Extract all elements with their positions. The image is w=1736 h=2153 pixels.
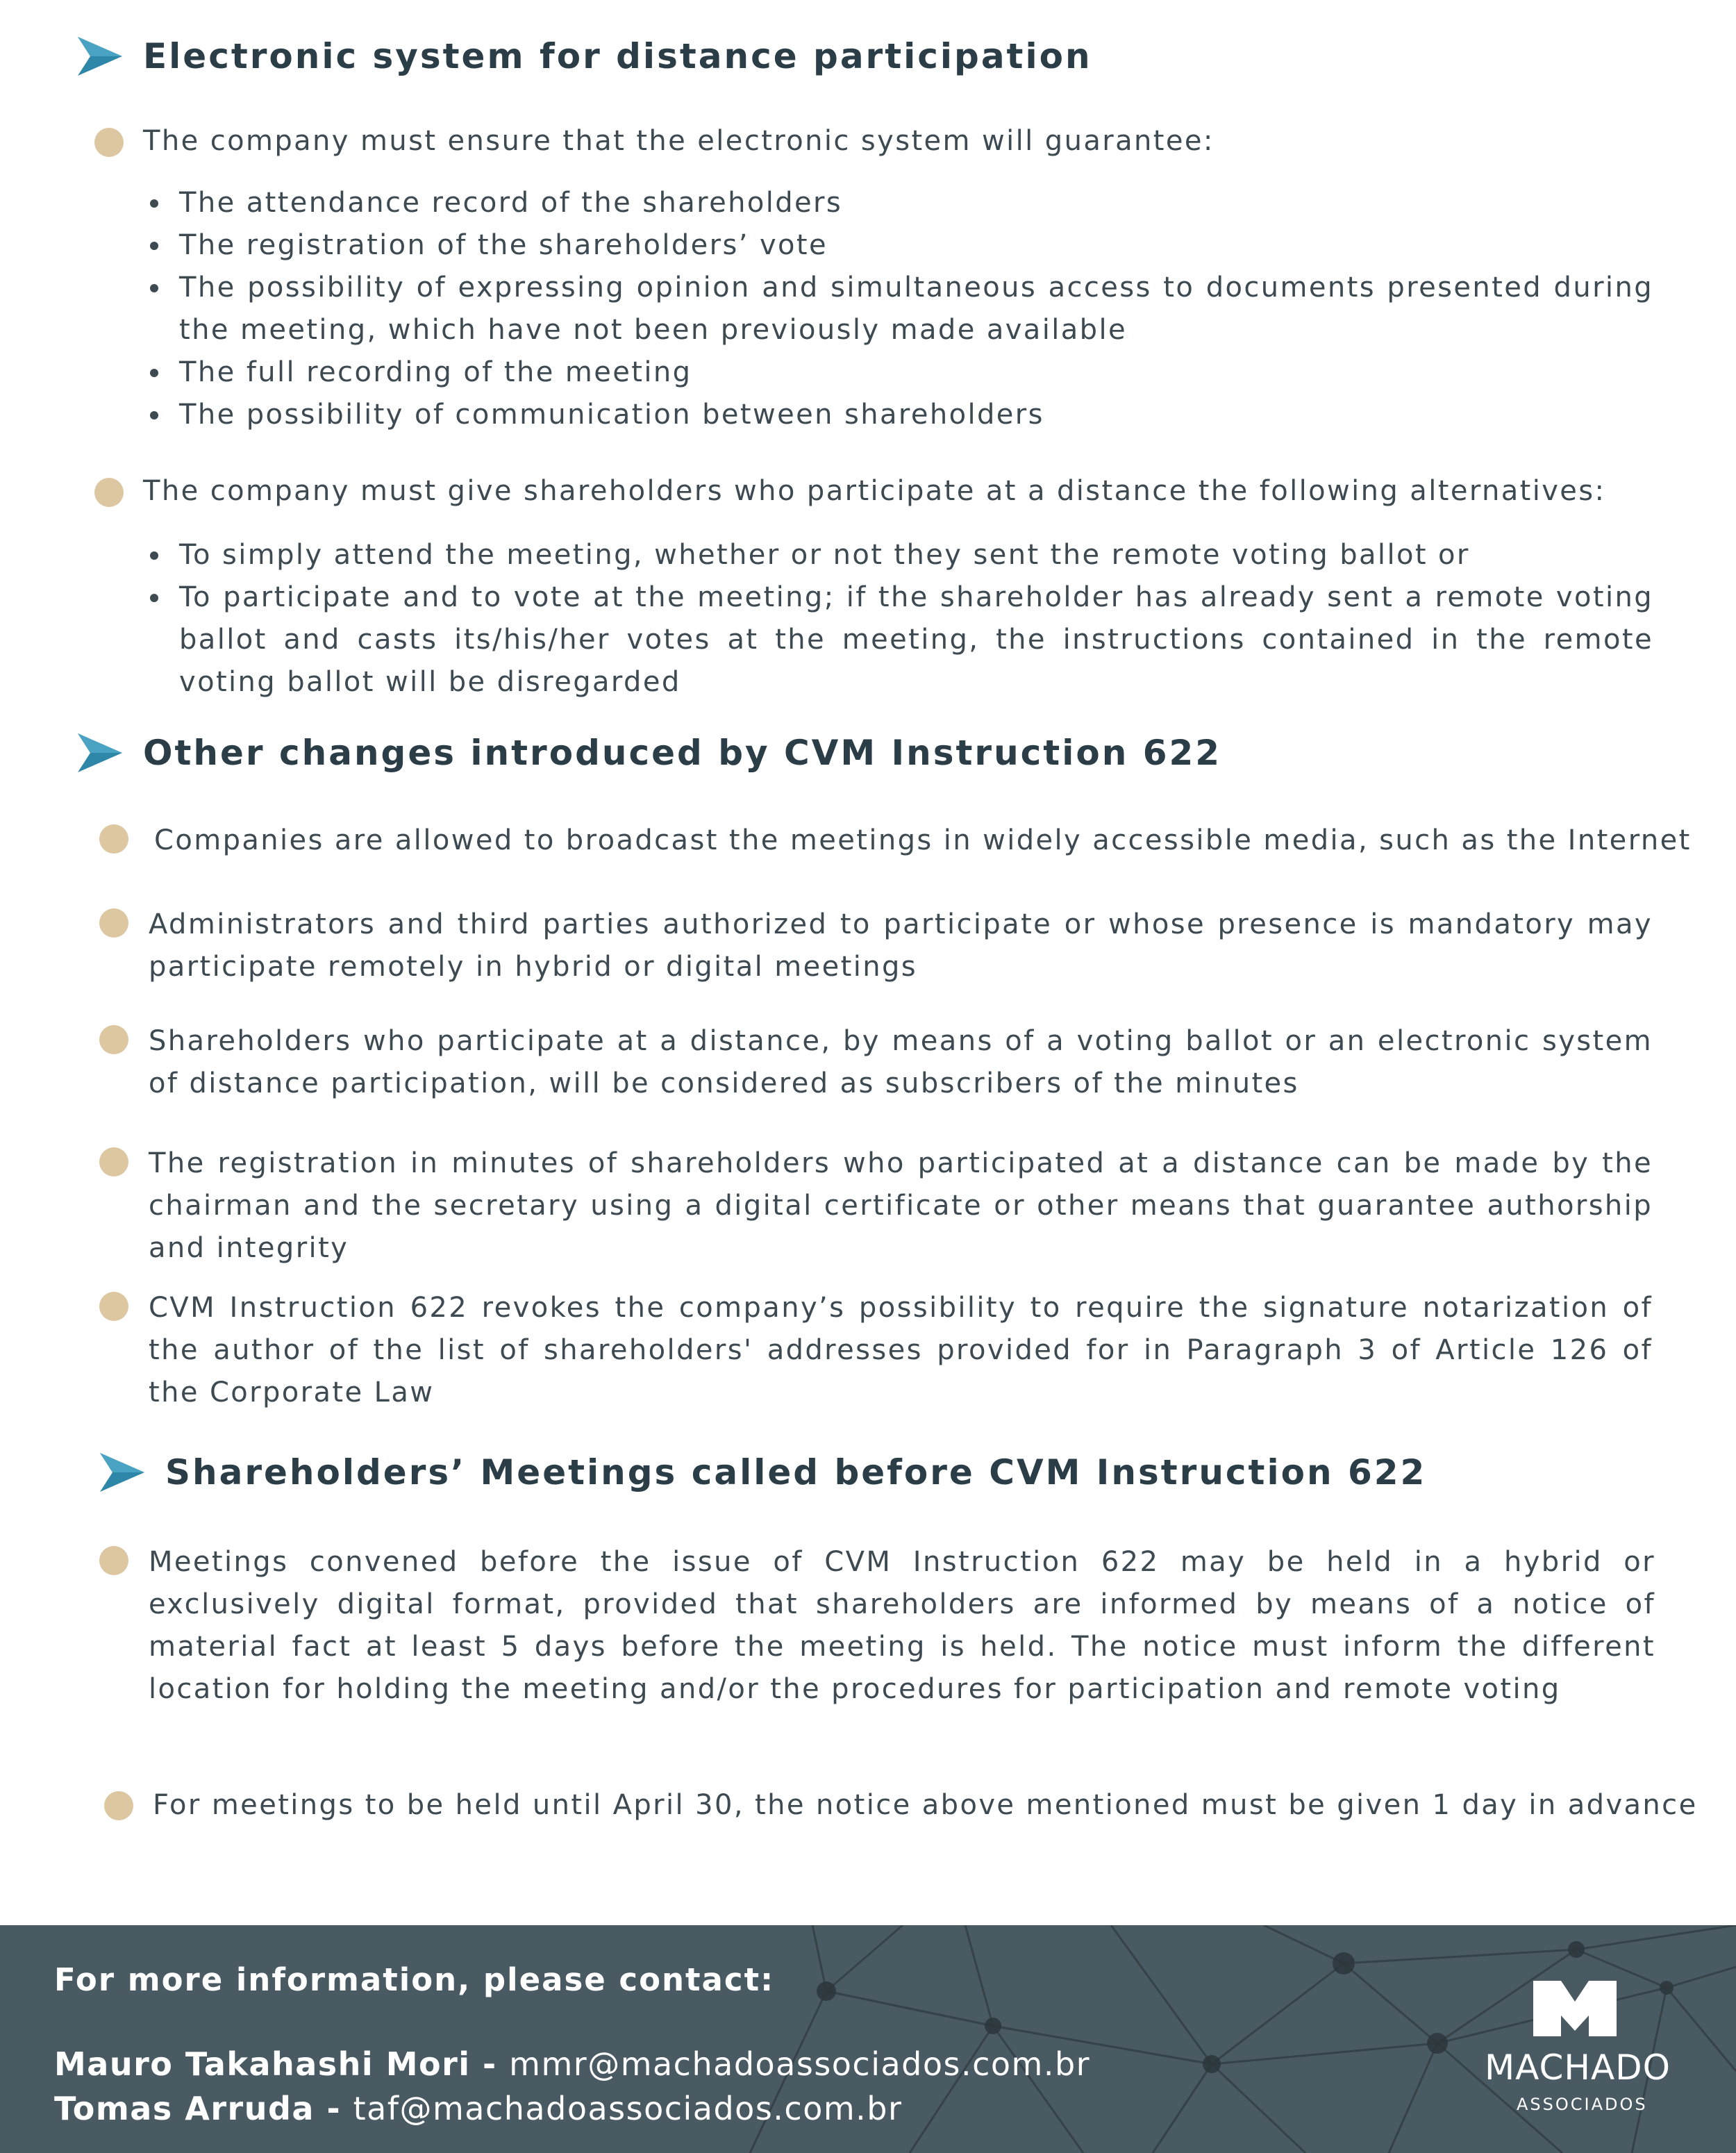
bullet-dot-icon xyxy=(99,824,128,854)
machado-logo-icon xyxy=(1533,1981,1617,2036)
paragraph: The company must ensure that the electronic system will guarantee: xyxy=(143,125,1215,157)
paragraph: Meetings convened before the issue of CVM Instruction 622 may be held in a hybrid or exclusively digital format, provided that shareholders are informed by means of a notice of material fact at least 5 days before the meeting is held. The notice must inform the different location for holding the meeting and/or the procedures for participation and remote voting xyxy=(149,1546,1655,1705)
section-title: Electronic system for distance participation xyxy=(143,36,1092,76)
section-title: Other changes introduced by CVM Instruction 622 xyxy=(143,733,1222,773)
list-item: To participate and to vote at the meeting; if the shareholder has already sent a remote voting ballot and casts its/his/her votes at the meeting, the instructions contained in the remote voting ballot will be disregarded xyxy=(143,576,1653,704)
contact-email[interactable]: mmr@machadoassociados.com.br xyxy=(509,2045,1091,2083)
bullet-dot-icon xyxy=(99,908,128,938)
chevron-arrow-icon xyxy=(100,1453,144,1492)
contact-line xyxy=(54,2090,902,2127)
bullet-dot-icon xyxy=(99,1292,128,1321)
logo-subtitle: ASSOCIADOS xyxy=(1517,2095,1648,2114)
section-title: Shareholders’ Meetings called before CVM Instruction 622 xyxy=(165,1452,1427,1493)
paragraph: Administrators and third parties authorized to participate or whose presence is mandatory may participate remotely in hybrid or digital meetings xyxy=(149,908,1653,983)
sub-list xyxy=(143,534,1653,704)
sub-list xyxy=(143,182,1653,436)
section-header xyxy=(78,36,1092,76)
list-item: The registration of the shareholders’ vote xyxy=(143,224,1653,267)
bullet-dot-icon xyxy=(99,1546,128,1575)
contact-name: Tomas Arruda xyxy=(54,2090,315,2127)
list-item: To simply attend the meeting, whether or not they sent the remote voting ballot or xyxy=(143,534,1653,576)
section-header xyxy=(78,733,1221,773)
paragraph: CVM Instruction 622 revokes the company’s possibility to require the signature notarization of the author of the list of shareholders' addresses provided for in Paragraph 3 of Article 126 of the Corporate Law xyxy=(149,1292,1653,1408)
contact-separator: - xyxy=(470,2045,510,2083)
bullet-dot-icon xyxy=(94,128,124,157)
contact-name: Mauro Takahashi Mori xyxy=(54,2045,471,2083)
paragraph: The registration in minutes of shareholders who participated at a distance can be made by the chairman and the secretary using a digital certificate or other means that guarantee authorship and integrity xyxy=(149,1147,1653,1264)
footer-contact-banner xyxy=(0,1925,1736,2153)
contact-heading: For more information, please contact: xyxy=(54,1961,775,1998)
bullet-dot-icon xyxy=(99,1025,128,1054)
list-item: The attendance record of the shareholders xyxy=(143,182,1653,224)
list-item: The full recording of the meeting xyxy=(143,351,1653,394)
contact-line xyxy=(54,2045,1090,2083)
list-item: The possibility of expressing opinion and simultaneous access to documents presented during the meeting, which have not been previously made available xyxy=(143,267,1653,351)
bullet-dot-icon xyxy=(94,478,124,507)
paragraph: For meetings to be held until April 30, the notice above mentioned must be given 1 day in advance xyxy=(153,1789,1698,1821)
logo-name: MACHADO xyxy=(1485,2047,1671,2088)
contact-separator: - xyxy=(314,2090,353,2127)
paragraph: Companies are allowed to broadcast the meetings in widely accessible media, such as the Internet xyxy=(154,824,1692,856)
bullet-dot-icon xyxy=(99,1147,128,1177)
bullet-dot-icon xyxy=(104,1791,133,1820)
chevron-arrow-icon xyxy=(78,733,122,772)
list-item: The possibility of communication between shareholders xyxy=(143,394,1653,436)
section-header xyxy=(100,1452,1426,1493)
chevron-arrow-icon xyxy=(78,37,122,76)
contact-email[interactable]: taf@machadoassociados.com.br xyxy=(353,2090,903,2127)
paragraph: The company must give shareholders who participate at a distance the following alternatives: xyxy=(143,475,1606,507)
paragraph: Shareholders who participate at a distance, by means of a voting ballot or an electronic system of distance participation, will be considered as subscribers of the minutes xyxy=(149,1025,1653,1099)
